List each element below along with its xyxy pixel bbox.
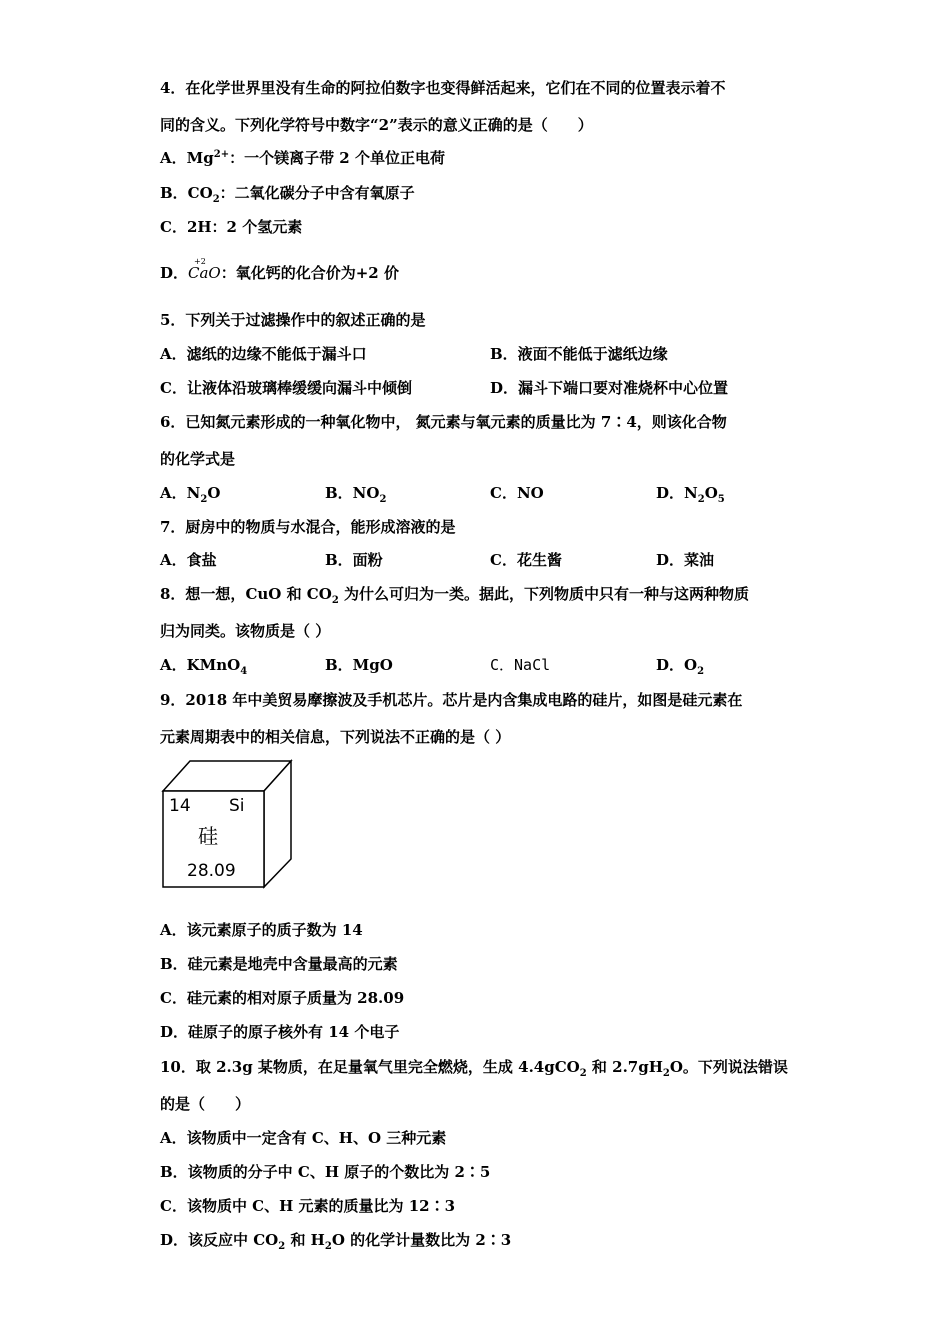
q6-option-b: B．$NO_2$	[325, 484, 387, 505]
q5-option-b: B．液面不能低于滤纸边缘	[490, 345, 668, 363]
q6-option-c: C．NO	[490, 484, 544, 502]
q9-option-d: D．硅原子的原子核外有 14 个电子	[160, 1023, 400, 1041]
atomic-mass: 28.09	[187, 861, 236, 881]
atomic-number: 14	[169, 796, 191, 816]
q8-option-b: B．MgO	[325, 656, 393, 674]
q5-option-d: D．漏斗下端口要对准烧杯中心位置	[490, 379, 729, 397]
q10-option-b: B．该物质的分子中 C、H 原子的个数比为 2∶5	[160, 1163, 491, 1181]
q8-stem-line1: 8．想一想，CuO 和 $CO_2$ 为什么可归为一类。据此，下列物质中只有一种与这两种物质	[160, 585, 750, 606]
q4-option-b: B．$CO_2$：二氧化碳分子中含有氧原子	[160, 184, 415, 205]
q7-stem: 7．厨房中的物质与水混合，能形成溶液的是	[160, 518, 456, 536]
q9-option-c: C．硅元素的相对原子质量为 28.09	[160, 989, 405, 1007]
q6-option-d: D．$N_2O_5$	[656, 484, 725, 505]
element-name: 硅	[198, 824, 218, 848]
q9-option-a: A．该元素原子的质子数为 14	[160, 921, 363, 939]
q10-option-c: C．该物质中 C、H 元素的质量比为 12∶3	[160, 1197, 456, 1215]
q4-option-d: D． +2 CaO：氧化钙的化合价为+2 价	[160, 263, 399, 283]
q5-stem: 5．下列关于过滤操作中的叙述正确的是	[160, 311, 426, 329]
q5-option-a: A．滤纸的边缘不能低于漏斗口	[160, 345, 367, 363]
q4-stem-line2: 同的含义。下列化学符号中数字“2”表示的意义正确的是（ ）	[160, 116, 593, 134]
q8-option-a: A．KMnO$_4$	[160, 656, 248, 677]
cao-formula: CaO	[188, 264, 221, 282]
q8-option-d: D．$O_2$	[656, 656, 705, 677]
q6-stem-line1: 6．已知氮元素形成的一种氧化物中， 氮元素与氧元素的质量比为 7∶4，则该化合物	[160, 413, 727, 431]
q7-option-b: B．面粉	[325, 551, 383, 569]
q10-option-d: D．该反应中 $CO_2$ 和 $H_2O$ 的化学计量数比为 2∶3	[160, 1231, 512, 1252]
q9-stem-line1: 9．2018 年中美贸易摩擦波及手机芯片。芯片是内含集成电路的硅片，如图是硅元素在	[160, 691, 743, 709]
q9-stem-line2: 元素周期表中的相关信息，下列说法不正确的是（ ）	[160, 728, 511, 746]
q5-option-c: C．让液体沿玻璃棒缓缓向漏斗中倾倒	[160, 379, 412, 397]
q8-stem-line2: 归为同类。该物质是（ ）	[160, 622, 331, 640]
q4-option-c: C．2H：2 个氢元素	[160, 218, 303, 236]
q7-option-d: D．菜油	[656, 551, 715, 569]
q10-option-a: A．该物质中一定含有 C、H、O 三种元素	[160, 1129, 447, 1147]
valence-mark: +2	[194, 257, 206, 266]
q6-option-a: A．$N_2O$	[160, 484, 221, 505]
q10-stem-line2: 的是（ ）	[160, 1095, 251, 1113]
element-symbol: Si	[229, 796, 245, 816]
periodic-cell-figure	[160, 758, 295, 890]
q7-option-a: A．食盐	[160, 551, 217, 569]
q9-option-b: B．硅元素是地壳中含量最高的元素	[160, 955, 398, 973]
q4-option-a: A．$Mg^{2+}$：一个镁离子带 2 个单位正电荷	[160, 149, 445, 167]
q4-stem-line1: 4．在化学世界里没有生命的阿拉伯数字也变得鲜活起来，它们在不同的位置表示着不	[160, 79, 726, 97]
q7-option-c: C．花生酱	[490, 551, 562, 569]
q10-stem-line1: 10．取 2.3g 某物质，在足量氧气里完全燃烧，生成 4.4gCO$_2$ 和 $2.7gH_2O$。下列说法错误	[160, 1058, 788, 1079]
q8-option-c: C．NaCl	[490, 656, 551, 674]
q6-stem-line2: 的化学式是	[160, 450, 236, 468]
